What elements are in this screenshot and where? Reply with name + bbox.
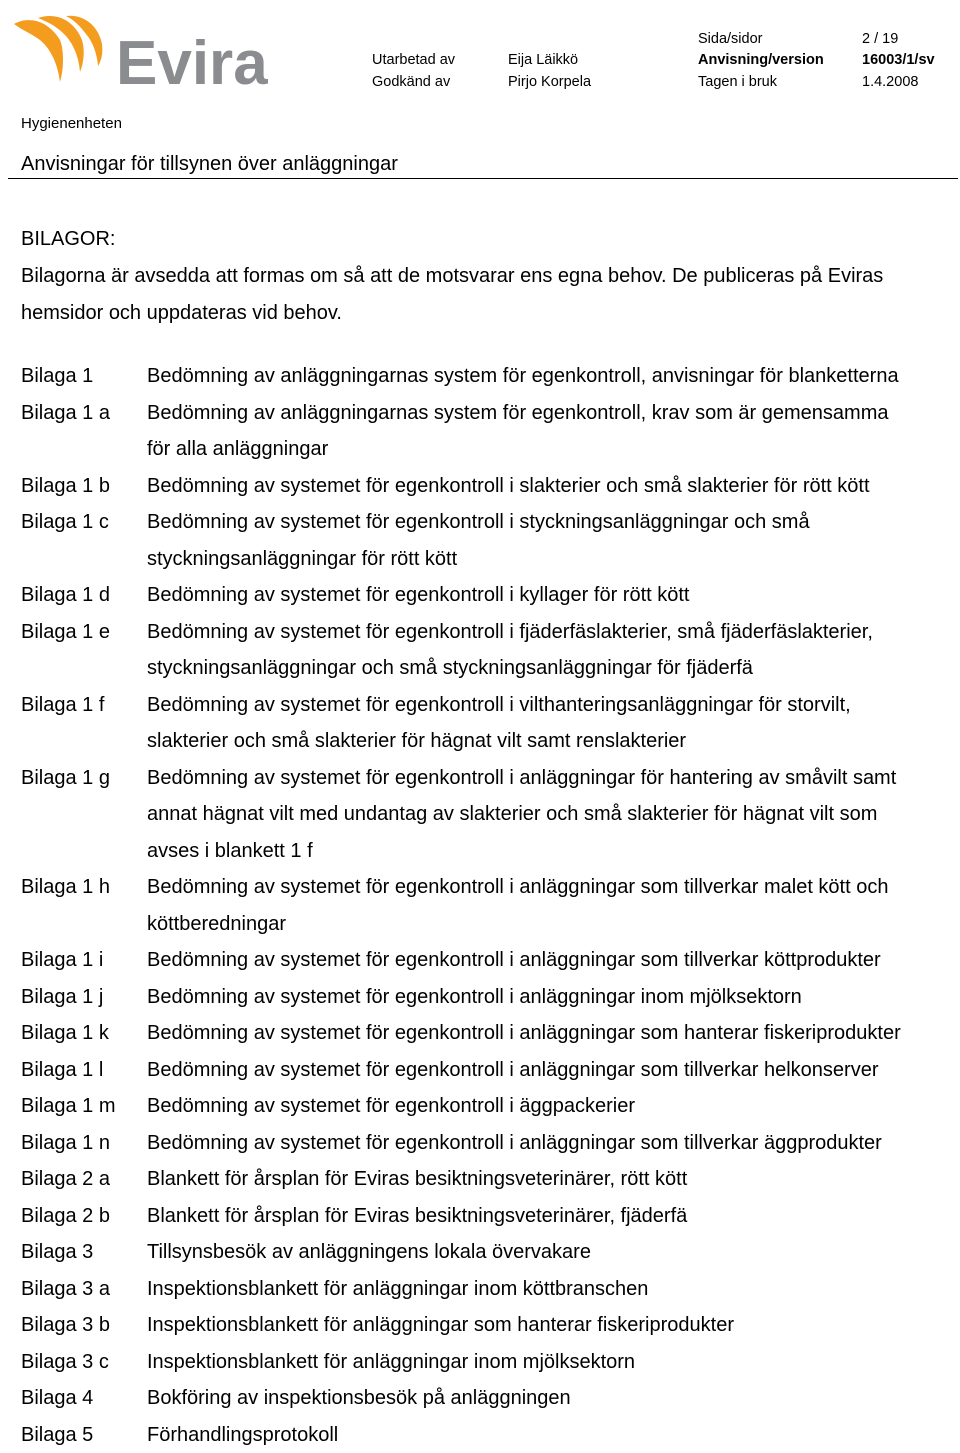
attachment-row	[21, 1307, 951, 1344]
attachment-description-line: Bedömning av systemet för egenkontroll i vilthanteringsanläggningar för storvilt,	[147, 687, 951, 724]
attachment-description-line: Bedömning av systemet för egenkontroll i anläggningar som tillverkar helkonserver	[147, 1052, 951, 1089]
in-use-value: 1.4.2008	[862, 71, 918, 93]
attachment-label: Bilaga 2 b	[21, 1198, 147, 1235]
attachment-description-line: Bokföring av inspektionsbesök på anläggningen	[147, 1380, 951, 1417]
attachment-label: Bilaga 1 c	[21, 504, 147, 577]
attachment-row	[21, 395, 951, 468]
prepared-by-label: Utarbetad av	[372, 49, 455, 71]
attachment-row	[21, 687, 951, 760]
attachment-row	[21, 1088, 951, 1125]
attachment-description	[147, 358, 951, 395]
page-value: 2 / 19	[862, 28, 898, 50]
evira-logo-graphic	[8, 10, 268, 90]
approved-by-label: Godkänd av	[372, 71, 450, 93]
attachment-description-line: Inspektionsblankett för anläggningar inom köttbranschen	[147, 1271, 951, 1308]
attachment-description	[147, 1088, 951, 1125]
attachment-row	[21, 1015, 951, 1052]
evira-logo	[8, 10, 268, 90]
attachment-description-line: köttberedningar	[147, 906, 951, 943]
attachment-label: Bilaga 1 e	[21, 614, 147, 687]
attachment-label: Bilaga 1 d	[21, 577, 147, 614]
attachment-description	[147, 1380, 951, 1417]
version-value: 16003/1/sv	[862, 49, 935, 71]
attachment-description	[147, 504, 951, 577]
attachment-description	[147, 1271, 951, 1308]
attachment-description	[147, 468, 951, 505]
attachment-row	[21, 942, 951, 979]
attachment-description-line: Bedömning av systemet för egenkontroll i anläggningar som tillverkar malet kött och	[147, 869, 951, 906]
attachment-description	[147, 1052, 951, 1089]
attachment-label: Bilaga 3	[21, 1234, 147, 1271]
attachment-description	[147, 1307, 951, 1344]
attachment-description-line: Förhandlingsprotokoll	[147, 1417, 951, 1453]
attachment-description	[147, 869, 951, 942]
attachment-description-line: Blankett för årsplan för Eviras besiktningsveterinärer, fjäderfä	[147, 1198, 951, 1235]
attachment-description	[147, 979, 951, 1016]
attachment-row	[21, 614, 951, 687]
attachment-description-line: Bedömning av systemet för egenkontroll i anläggningar som tillverkar äggprodukter	[147, 1125, 951, 1162]
in-use-label: Tagen i bruk	[698, 71, 777, 93]
attachment-row	[21, 1198, 951, 1235]
attachment-description	[147, 614, 951, 687]
attachment-description-line: Bedömning av anläggningarnas system för egenkontroll, krav som är gemensamma	[147, 395, 951, 432]
attachment-label: Bilaga 3 a	[21, 1271, 147, 1308]
attachment-description	[147, 1234, 951, 1271]
attachment-description-line: Bedömning av systemet för egenkontroll i anläggningar som tillverkar köttprodukter	[147, 942, 951, 979]
attachment-description	[147, 1417, 951, 1453]
attachment-description-line: slakterier och små slakterier för hägnat vilt samt renslakterier	[147, 723, 951, 760]
attachment-label: Bilaga 1 m	[21, 1088, 147, 1125]
attachment-row	[21, 468, 951, 505]
attachment-description-line: Blankett för årsplan för Eviras besiktningsveterinärer, rött kött	[147, 1161, 951, 1198]
attachment-label: Bilaga 1 b	[21, 468, 147, 505]
attachment-description-line: styckningsanläggningar och små styckningsanläggningar för fjäderfä	[147, 650, 951, 687]
attachment-label: Bilaga 1 f	[21, 687, 147, 760]
attachment-description-line: Bedömning av systemet för egenkontroll i anläggningar som hanterar fiskeriprodukter	[147, 1015, 951, 1052]
attachment-row	[21, 760, 951, 870]
attachment-row	[21, 979, 951, 1016]
section-heading: BILAGOR:	[21, 228, 115, 251]
approved-by-value: Pirjo Korpela	[508, 71, 591, 93]
attachment-description-line: Bedömning av systemet för egenkontroll i slakterier och små slakterier för rött kött	[147, 468, 951, 505]
attachment-description-line: Bedömning av systemet för egenkontroll i fjäderfäslakterier, små fjäderfäslakterier,	[147, 614, 951, 651]
attachment-row	[21, 1161, 951, 1198]
attachment-label: Bilaga 1 n	[21, 1125, 147, 1162]
attachment-description-line: Bedömning av systemet för egenkontroll i äggpackerier	[147, 1088, 951, 1125]
attachment-description	[147, 1161, 951, 1198]
document-title: Anvisningar för tillsynen över anläggningar	[21, 153, 398, 176]
version-label: Anvisning/version	[698, 49, 824, 71]
attachment-label: Bilaga 1 k	[21, 1015, 147, 1052]
attachment-label: Bilaga 1 l	[21, 1052, 147, 1089]
attachment-description	[147, 760, 951, 870]
attachment-label: Bilaga 1 a	[21, 395, 147, 468]
attachment-description	[147, 687, 951, 760]
attachment-row	[21, 1052, 951, 1089]
attachment-description	[147, 942, 951, 979]
logo-swoosh-icon	[14, 16, 102, 82]
attachment-description	[147, 1125, 951, 1162]
attachment-label: Bilaga 2 a	[21, 1161, 147, 1198]
attachment-description-line: avses i blankett 1 f	[147, 833, 951, 870]
attachment-label: Bilaga 3 c	[21, 1344, 147, 1381]
attachment-label: Bilaga 4	[21, 1380, 147, 1417]
attachment-description-line: Inspektionsblankett för anläggningar som hanterar fiskeriprodukter	[147, 1307, 951, 1344]
attachment-row	[21, 1417, 951, 1453]
attachment-row	[21, 1380, 951, 1417]
attachment-description-line: Tillsynsbesök av anläggningens lokala övervakare	[147, 1234, 951, 1271]
attachment-row	[21, 504, 951, 577]
attachment-description-line: för alla anläggningar	[147, 431, 951, 468]
attachment-label: Bilaga 1 g	[21, 760, 147, 870]
attachment-description-line: styckningsanläggningar för rött kött	[147, 541, 951, 578]
attachment-row	[21, 869, 951, 942]
attachment-row	[21, 1344, 951, 1381]
attachment-list	[21, 358, 951, 1453]
attachment-row	[21, 358, 951, 395]
attachment-label: Bilaga 1 j	[21, 979, 147, 1016]
attachment-label: Bilaga 1 h	[21, 869, 147, 942]
unit-name: Hygienenheten	[21, 115, 122, 132]
intro-paragraph	[21, 258, 946, 331]
attachment-label: Bilaga 3 b	[21, 1307, 147, 1344]
logo-text: Evira	[116, 29, 268, 90]
attachment-label: Bilaga 5	[21, 1417, 147, 1453]
attachment-row	[21, 1234, 951, 1271]
header-divider	[8, 178, 958, 179]
attachment-description	[147, 577, 951, 614]
attachment-label: Bilaga 1 i	[21, 942, 147, 979]
attachment-description	[147, 1198, 951, 1235]
attachment-description-line: annat hägnat vilt med undantag av slakterier och små slakterier för hägnat vilt som	[147, 796, 951, 833]
intro-line: Bilagorna är avsedda att formas om så att de motsvarar ens egna behov. De publiceras på Eviras	[21, 258, 946, 295]
attachment-description-line: Inspektionsblankett för anläggningar inom mjölksektorn	[147, 1344, 951, 1381]
attachment-description	[147, 1015, 951, 1052]
attachment-description-line: Bedömning av systemet för egenkontroll i kyllager för rött kött	[147, 577, 951, 614]
intro-line: hemsidor och uppdateras vid behov.	[21, 295, 946, 332]
attachment-description	[147, 1344, 951, 1381]
attachment-row	[21, 577, 951, 614]
prepared-by-value: Eija Läikkö	[508, 49, 578, 71]
attachment-description-line: Bedömning av anläggningarnas system för egenkontroll, anvisningar för blanketterna	[147, 358, 951, 395]
attachment-row	[21, 1271, 951, 1308]
attachment-description-line: Bedömning av systemet för egenkontroll i anläggningar för hantering av småvilt samt	[147, 760, 951, 797]
page-label: Sida/sidor	[698, 28, 762, 50]
attachment-row	[21, 1125, 951, 1162]
attachment-label: Bilaga 1	[21, 358, 147, 395]
attachment-description-line: Bedömning av systemet för egenkontroll i styckningsanläggningar och små	[147, 504, 951, 541]
attachment-description-line: Bedömning av systemet för egenkontroll i anläggningar inom mjölksektorn	[147, 979, 951, 1016]
attachment-description	[147, 395, 951, 468]
